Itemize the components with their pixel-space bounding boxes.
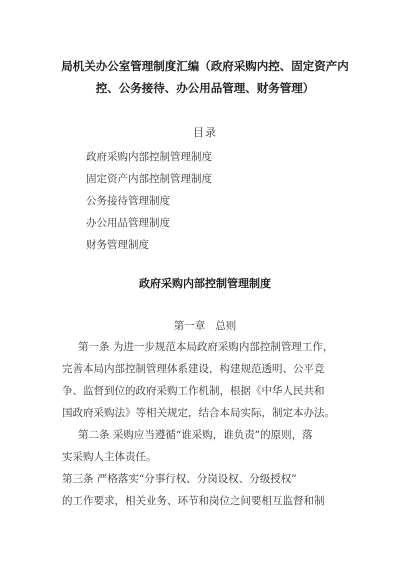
- toc-item-procurement: 政府采购内部控制管理制度: [86, 151, 212, 163]
- body-line: 实采购人主体责任。: [62, 451, 157, 463]
- chapter-title: 第一章 总则: [173, 320, 237, 332]
- document-title-line-2: 控、公务接待、办公用品管理、财务管理）: [95, 81, 315, 95]
- body-line: 第一条 为进一步规范本局政府采购内部控制管理工作，: [78, 341, 334, 353]
- document-title-line-1: 局机关办公室管理制度汇编（政府采购内控、固定资产内: [61, 59, 349, 73]
- toc-heading: 目录: [193, 126, 217, 139]
- body-line: 的工作要求，相关业务、环节和岗位之间要相互监督和制: [62, 495, 325, 507]
- body-line: 第二条 采购应当遵循“谁采购，谁负责”的原则，落: [78, 429, 313, 441]
- toc-item-fixed-assets: 固定资产内部控制管理制度: [86, 173, 212, 185]
- table-of-contents: [86, 146, 212, 256]
- body-line: 第三条 严格落实“分事行权、分岗设权、分级授权”: [62, 473, 297, 485]
- section-title: 政府采购内部控制管理制度: [139, 277, 271, 290]
- toc-item-reception: 公务接待管理制度: [86, 195, 170, 207]
- body-line: 完善本局内部控制管理体系建设，构建规范透明、公平竞: [62, 363, 325, 375]
- body-line: 争、监督到位的政府采购工作机制，根据《中华人民共和: [62, 385, 325, 397]
- body-line: 国政府采购法》等相关规定，结合本局实际，制定本办法。: [62, 407, 335, 419]
- toc-item-office-supplies: 办公用品管理制度: [86, 217, 170, 229]
- toc-item-finance: 财务管理制度: [86, 239, 149, 251]
